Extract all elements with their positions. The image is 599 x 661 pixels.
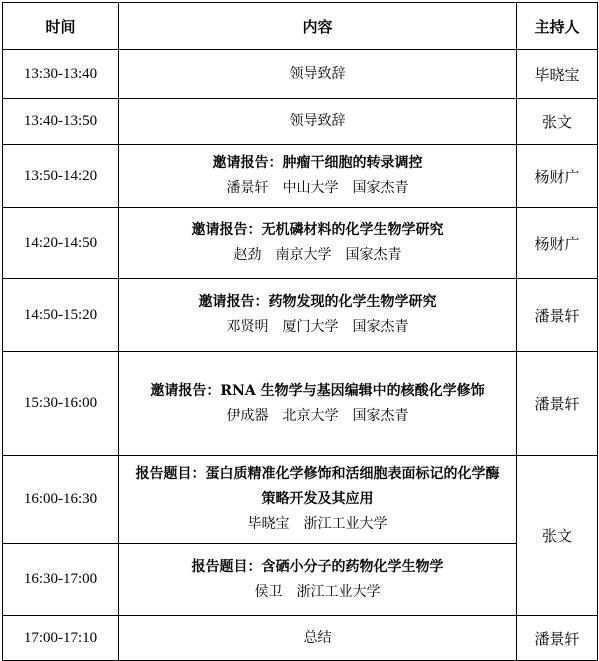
- table-row: [3, 279, 598, 352]
- speaker-line: 毕晓宝 浙江工业大学: [247, 516, 388, 532]
- speaker-line: 伊成器 北京大学 国家杰青: [226, 407, 409, 424]
- content-cell: [119, 352, 517, 456]
- table-row: [3, 145, 598, 208]
- table-header-row: [3, 3, 598, 50]
- header-content: 内容: [119, 3, 517, 50]
- content-cell: [119, 544, 517, 616]
- schedule-table: [2, 2, 598, 661]
- host-cell: 潘景轩: [517, 352, 598, 456]
- talk-title: 报告题目：含硒小分子的药物化学生物学: [191, 558, 444, 575]
- content-line: 领导致辞: [289, 65, 346, 82]
- time-cell: 13:30-13:40: [3, 50, 119, 99]
- time-cell: 13:40-13:50: [3, 99, 119, 145]
- time-cell: 16:00-16:30: [3, 456, 119, 544]
- time-cell: 15:30-16:00: [3, 352, 119, 456]
- time-cell: 14:20-14:50: [3, 208, 119, 279]
- content-cell: [119, 456, 517, 544]
- host-cell: 潘景轩: [517, 616, 598, 661]
- table-row: [3, 544, 598, 616]
- talk-title: 邀请报告：RNA 生物学与基因编辑中的核酸化学修饰: [150, 382, 485, 399]
- time-cell: 17:00-17:10: [3, 616, 119, 661]
- table-row: [3, 616, 598, 661]
- header-time: 时间: [3, 3, 119, 50]
- host-cell: 杨财广: [517, 208, 598, 279]
- host-cell: 张文: [517, 456, 598, 616]
- content-line: 总结: [303, 629, 332, 646]
- speaker-line: 侯卫 浙江工业大学: [254, 583, 381, 600]
- time-cell: 16:30-17:00: [3, 544, 119, 616]
- host-cell: 毕晓宝: [517, 50, 598, 99]
- talk-title: 邀请报告：无机磷材料的化学生物学研究: [191, 222, 444, 238]
- host-cell: 潘景轩: [517, 279, 598, 352]
- header-host: 主持人: [517, 3, 598, 50]
- talk-title: 邀请报告：肿瘤干细胞的转录调控: [212, 155, 423, 171]
- table-row: [3, 352, 598, 456]
- table-row: [3, 208, 598, 279]
- speaker-line: 邓贤明 厦门大学 国家杰青: [226, 319, 409, 335]
- content-line: 领导致辞: [289, 113, 346, 129]
- content-cell: [119, 99, 517, 145]
- speaker-line: 潘景轩 中山大学 国家杰青: [226, 180, 409, 196]
- content-cell: [119, 208, 517, 279]
- table-row: [3, 456, 598, 544]
- speaker-line: 赵劲 南京大学 国家杰青: [233, 247, 402, 263]
- talk-title: 报告题目：蛋白质精准化学修饰和活细胞表面标记的化学酶策略开发及其应用: [135, 466, 500, 507]
- content-cell: [119, 50, 517, 99]
- table-row: [3, 50, 598, 99]
- table-row: [3, 99, 598, 145]
- time-cell: 13:50-14:20: [3, 145, 119, 208]
- host-cell: 杨财广: [517, 145, 598, 208]
- content-cell: [119, 616, 517, 661]
- talk-title: 邀请报告：药物发现的化学生物学研究: [198, 294, 437, 310]
- host-cell: 张文: [517, 99, 598, 145]
- time-cell: 14:50-15:20: [3, 279, 119, 352]
- content-cell: [119, 279, 517, 352]
- content-cell: [119, 145, 517, 208]
